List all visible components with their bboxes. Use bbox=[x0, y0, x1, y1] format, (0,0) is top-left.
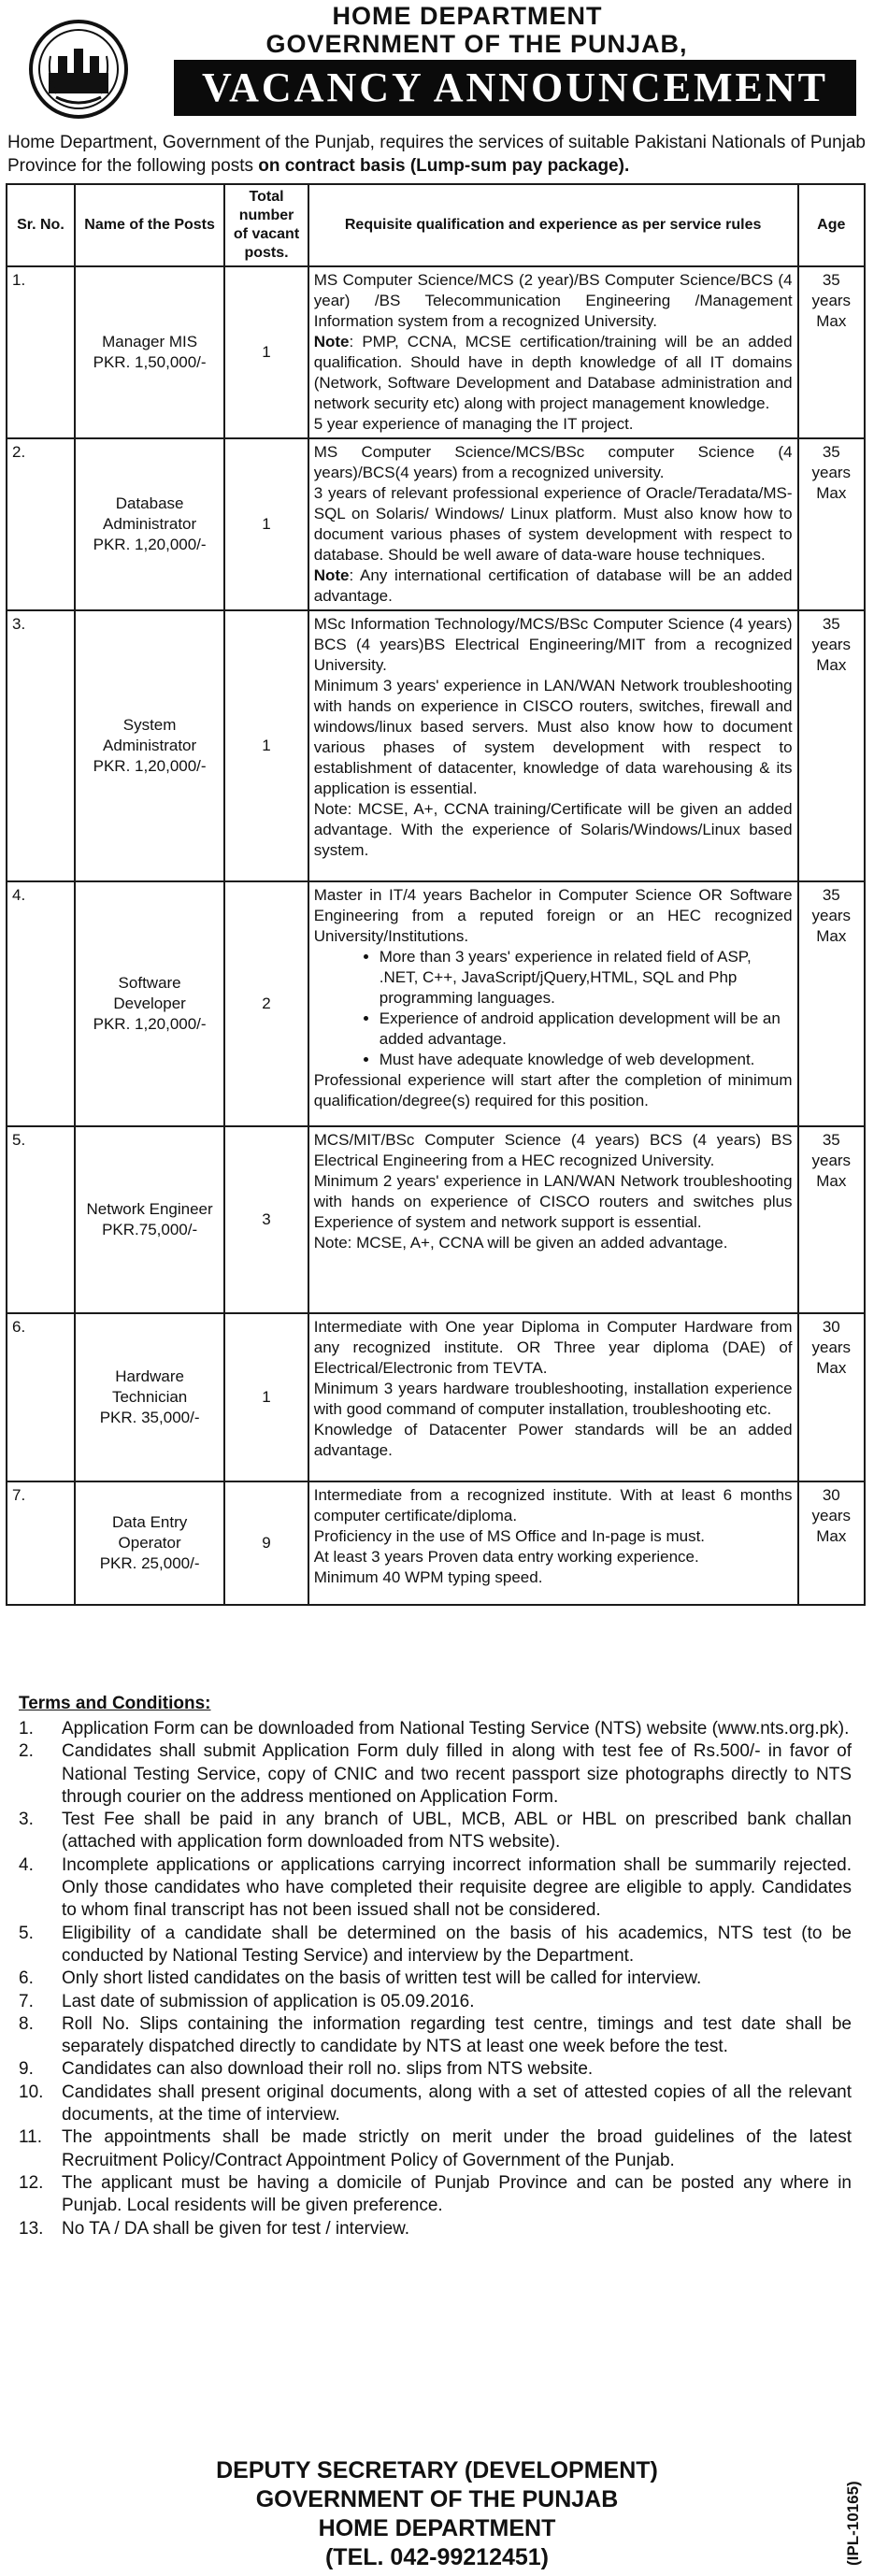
item-text: Test Fee shall be paid in any branch of UBL, MCB, ABL or HBL on prescribed bank challan (attached with application form downloaded from NTS website). bbox=[62, 1810, 852, 1853]
sr-cell: 4. bbox=[7, 881, 75, 1126]
intro-paragraph bbox=[7, 131, 866, 178]
sr-cell: 2. bbox=[7, 438, 75, 610]
vacancy-count: 3 bbox=[224, 1126, 308, 1313]
item-number: 10. bbox=[19, 2082, 44, 2102]
req-line: Intermediate from a recognized institute. With at least 6 months computer certificate/diploma. bbox=[313, 1486, 793, 1524]
vacancy-count: 1 bbox=[224, 266, 308, 438]
req-line: Proficiency in the use of MS Office and In-page is must. bbox=[313, 1527, 706, 1545]
item-text: Candidates shall submit Application Form duly filled in along with test fee of Rs.500/- in favor of National Testing Service, copy of CNIC and two recent passport size photographs directly to NTS through courier on the address mentioned on Application Form. bbox=[62, 1741, 852, 1807]
age-cell bbox=[798, 1481, 865, 1605]
item-text: The appointments shall be made strictly on merit under the broad guidelines of the latest Recruitment Policy/Contract Appointment Policy of Government of the Punjab. bbox=[62, 2127, 852, 2170]
list-item bbox=[6, 2172, 852, 2218]
post-cell bbox=[75, 1481, 224, 1605]
req-line: Minimum 3 years' experience in LAN/WAN Network troubleshooting with hands on experience in CISCO routers, switches, firewall and windows/linux based servers. Must also know how to document various phases of system development with respect to establishment of datacenter, knowledge of data warehousing & its application is essential. bbox=[313, 677, 793, 797]
item-number: 2. bbox=[19, 1741, 34, 1762]
vacancy-count: 1 bbox=[224, 438, 308, 610]
vacancy-count: 1 bbox=[224, 610, 308, 881]
ipl-code bbox=[839, 2468, 867, 2570]
signatory-govt: GOVERNMENT OF THE PUNJAB bbox=[255, 2486, 619, 2512]
item-number: 12. bbox=[19, 2172, 44, 2193]
age-unit: years bbox=[811, 907, 852, 924]
age-value: 35 bbox=[822, 443, 840, 461]
signatory-title: DEPUTY SECRETARY (DEVELOPMENT) bbox=[216, 2457, 658, 2483]
punjab-emblem-icon bbox=[28, 19, 129, 120]
item-text: No TA / DA shall be given for test / interview. bbox=[62, 2218, 410, 2239]
req-line: 3 years of relevant professional experience of Oracle/Teradata/MS-SQL on Solaris/ Windows/ Linux platform. Must also know how to document various phases of system development with respect to database. Should be well aware of data-ware house techniques. bbox=[313, 484, 793, 564]
item-number: 6. bbox=[19, 1968, 34, 1989]
post-pay: PKR.75,000/- bbox=[102, 1221, 198, 1238]
req-line: Minimum 40 WPM typing speed. bbox=[313, 1568, 543, 1586]
list-item bbox=[6, 2126, 852, 2172]
note-label: Note bbox=[313, 566, 350, 584]
terms-list bbox=[6, 1718, 852, 2240]
requirements-cell bbox=[308, 1481, 798, 1605]
age-unit: years bbox=[811, 1152, 852, 1169]
req-line bbox=[314, 565, 793, 607]
item-text: The applicant must be having a domicile of Punjab Province and can be posted any where in Punjab. Local residents will be given preference. bbox=[62, 2172, 852, 2216]
table-row bbox=[7, 438, 865, 610]
note-text: : Any international certification of database will be an added advantage. bbox=[313, 566, 793, 605]
note-text: : PMP, CCNA, MCSE certification/training will be an added qualification. Should have in depth knowledge of all IT domains (Network, Software Development and Database administration and network security etc) along with project management knowledge. bbox=[313, 333, 793, 412]
sr-cell: 7. bbox=[7, 1481, 75, 1605]
age-value: 35 bbox=[822, 615, 840, 633]
post-name: System Administrator bbox=[103, 716, 197, 754]
item-text: Application Form can be downloaded from National Testing Service (NTS) website (www.nts.org.pk). bbox=[62, 1719, 850, 1739]
post-pay: PKR. 1,50,000/- bbox=[93, 353, 207, 371]
post-name: Network Engineer bbox=[86, 1200, 213, 1218]
requirements-cell bbox=[308, 1313, 798, 1481]
table-row bbox=[7, 1313, 865, 1481]
age-max: Max bbox=[816, 484, 847, 502]
req-line: Note: MCSE, A+, CCNA training/Certificate will be given an added advantage. With the experience of Solaris/Windows/Linux based system. bbox=[313, 800, 793, 859]
government-title: GOVERNMENT OF THE PUNJAB, bbox=[265, 30, 688, 58]
req-line: 5 year experience of managing the IT project. bbox=[313, 415, 634, 433]
vacancy-count: 2 bbox=[224, 881, 308, 1126]
header-age: Age bbox=[798, 184, 865, 266]
list-item bbox=[6, 2218, 852, 2240]
list-item bbox=[6, 2013, 852, 2059]
item-number: 3. bbox=[19, 1810, 34, 1830]
header bbox=[0, 0, 874, 136]
req-line: MSc Information Technology/MCS/BSc Computer Science (4 years) BCS (4 years)BS Electrical Engineering/MIT from a recognized University. bbox=[313, 615, 793, 674]
item-number: 9. bbox=[19, 2059, 34, 2080]
item-text: Eligibility of a candidate shall be determined on the basis of his academics, NTS test (to be conducted by National Testing Service) and interview by the Department. bbox=[62, 1923, 852, 1966]
sr-cell: 3. bbox=[7, 610, 75, 881]
terms-title: Terms and Conditions: bbox=[19, 1694, 211, 1713]
vacancy-banner: VACANCY ANNOUNCEMENT bbox=[174, 60, 856, 116]
post-cell bbox=[75, 881, 224, 1126]
vacancy-table bbox=[6, 183, 866, 1606]
age-value: 35 bbox=[822, 886, 840, 904]
post-pay: PKR. 1,20,000/- bbox=[93, 757, 207, 775]
item-number: 5. bbox=[19, 1923, 34, 1943]
table-row bbox=[7, 1126, 865, 1313]
item-number: 1. bbox=[19, 1719, 34, 1739]
post-pay: PKR. 25,000/- bbox=[99, 1554, 200, 1572]
list-item bbox=[6, 1968, 852, 1990]
age-max: Max bbox=[816, 927, 847, 945]
list-item bbox=[6, 1991, 852, 2013]
post-name: Data Entry Operator bbox=[111, 1513, 188, 1552]
age-max: Max bbox=[816, 1359, 847, 1377]
intro-text: Home Department, Government of the Punjab, requires the services of suitable Pakistani Nationals of Punjab Province for the following posts bbox=[7, 133, 866, 176]
list-item bbox=[6, 1923, 852, 1968]
bullet-item: • More than 3 years' experience in related field of ASP, .NET, C++, JavaScript/jQuery,HTML, SQL and Php programming languages. bbox=[380, 947, 793, 1009]
age-cell bbox=[798, 1313, 865, 1481]
item-number: 7. bbox=[19, 1991, 34, 2011]
item-number: 4. bbox=[19, 1854, 34, 1875]
age-value: 30 bbox=[822, 1486, 840, 1504]
item-text: Only short listed candidates on the basis of written test will be called for interview. bbox=[62, 1968, 702, 1989]
age-max: Max bbox=[816, 312, 847, 330]
department-title: HOME DEPARTMENT bbox=[332, 2, 603, 30]
req-line: At least 3 years Proven data entry working experience. bbox=[313, 1548, 699, 1566]
age-cell bbox=[798, 438, 865, 610]
age-cell bbox=[798, 1126, 865, 1313]
requirements-cell bbox=[308, 1126, 798, 1313]
req-line: Minimum 2 years' experience in LAN/WAN Network troubleshooting with hands on experience of CISCO routers and switches plus Experience of system and network support is essential. bbox=[313, 1172, 793, 1231]
requirements-cell bbox=[308, 438, 798, 610]
req-line: Note: MCSE, A+, CCNA will be given an added advantage. bbox=[313, 1234, 728, 1252]
req-line: Minimum 3 years hardware troubleshooting, installation experience with good command of computer installation, troubleshooting etc. bbox=[313, 1380, 793, 1418]
item-text: Candidates shall present original documents, along with a set of attested copies of all the relevant documents, at the time of interview. bbox=[62, 2082, 852, 2125]
post-cell bbox=[75, 266, 224, 438]
bullet-item: • Experience of android application development will be an added advantage. bbox=[380, 1009, 793, 1050]
ipl-code-text: (IPL-10165) bbox=[844, 2481, 862, 2566]
list-item bbox=[6, 1809, 852, 1854]
table-row bbox=[7, 266, 865, 438]
age-unit: years bbox=[811, 1507, 852, 1524]
table-row bbox=[7, 881, 865, 1126]
bullet-item: • Must have adequate knowledge of web development. bbox=[380, 1050, 793, 1070]
item-text: Roll No. Slips containing the information regarding test centre, timings and test date shall be separately dispatched directly to candidate by NTS at least one week before the test. bbox=[62, 2013, 852, 2057]
requirements-cell bbox=[308, 881, 798, 1126]
list-item bbox=[6, 1854, 852, 1923]
age-value: 35 bbox=[822, 271, 840, 289]
item-number: 11. bbox=[19, 2127, 43, 2148]
sr-cell: 5. bbox=[7, 1126, 75, 1313]
req-line: MS Computer Science/MCS/BSc computer Science (4 years)/BCS(4 years) from a recognized university. bbox=[313, 443, 793, 481]
sr-cell: 1. bbox=[7, 266, 75, 438]
post-pay: PKR. 1,20,000/- bbox=[93, 536, 207, 553]
requirements-cell bbox=[308, 610, 798, 881]
age-unit: years bbox=[811, 292, 852, 309]
post-pay: PKR. 1,20,000/- bbox=[93, 1015, 207, 1033]
post-name: Hardware Technician bbox=[111, 1367, 188, 1406]
age-max: Max bbox=[816, 656, 847, 674]
list-item bbox=[6, 1740, 852, 1809]
req-line: Intermediate with One year Diploma in Computer Hardware from any recognized institute. OR Three year diploma (DAE) of Electrical/Electronic from TEVTA. bbox=[313, 1318, 793, 1377]
table-row bbox=[7, 610, 865, 881]
req-line: MCS/MIT/BSc Computer Science (4 years) BCS (4 years) BS Electrical Engineering from a HEC recognized University. bbox=[313, 1131, 793, 1169]
vacancy-count: 9 bbox=[224, 1481, 308, 1605]
age-cell bbox=[798, 266, 865, 438]
age-max: Max bbox=[816, 1527, 847, 1545]
item-text: Incomplete applications or applications carrying incorrect information shall be summarily rejected. Only those candidates who have completed their requisite degree are eligible to apply. Candidates to whom final transcript has not been issued shall not be considered. bbox=[62, 1854, 852, 1921]
req-line: MS Computer Science/MCS (2 year)/BS Computer Science/BCS (4 year) /BS Telecommunication Engineering /Management Information system from a recognized University. bbox=[313, 271, 793, 330]
post-name: Software Developer bbox=[113, 974, 186, 1012]
post-cell bbox=[75, 1313, 224, 1481]
req-line: Professional experience will start after the completion of minimum qualification/degree(s) required for this position. bbox=[313, 1071, 793, 1109]
note-label: Note bbox=[313, 333, 350, 351]
post-cell bbox=[75, 610, 224, 881]
age-max: Max bbox=[816, 1172, 847, 1190]
post-cell bbox=[75, 438, 224, 610]
post-name: Manager MIS bbox=[102, 333, 198, 351]
item-text: Last date of submission of application is 05.09.2016. bbox=[62, 1991, 475, 2011]
table-header-row bbox=[7, 184, 865, 266]
table-row bbox=[7, 1481, 865, 1605]
item-number: 8. bbox=[19, 2013, 34, 2034]
req-line: Knowledge of Datacenter Power standards will be an added advantage. bbox=[313, 1421, 793, 1459]
age-value: 30 bbox=[822, 1318, 840, 1336]
intro-bold: on contract basis (Lump-sum pay package). bbox=[258, 156, 630, 176]
req-line bbox=[314, 332, 793, 414]
item-number: 13. bbox=[19, 2218, 44, 2239]
req-line: Master in IT/4 years Bachelor in Computer Science OR Software Engineering from a reputed foreign or an HEC recognized University/Institutions. bbox=[313, 886, 793, 945]
age-unit: years bbox=[811, 636, 852, 653]
list-item bbox=[6, 1718, 852, 1740]
signatory-dept: HOME DEPARTMENT bbox=[318, 2515, 556, 2541]
header-req: Requisite qualification and experience as per service rules bbox=[308, 184, 798, 266]
requirements-cell bbox=[308, 266, 798, 438]
post-name: Database Administrator bbox=[103, 494, 197, 533]
post-cell bbox=[75, 1126, 224, 1313]
header-sr: Sr. No. bbox=[7, 184, 75, 266]
age-cell bbox=[798, 881, 865, 1126]
age-unit: years bbox=[811, 1338, 852, 1356]
age-cell bbox=[798, 610, 865, 881]
age-unit: years bbox=[811, 464, 852, 481]
list-item bbox=[6, 2082, 852, 2127]
req-bullets bbox=[314, 947, 793, 1070]
header-num: Total number of vacant posts. bbox=[224, 184, 308, 266]
vacancy-count: 1 bbox=[224, 1313, 308, 1481]
signature-block bbox=[0, 2456, 874, 2572]
item-text: Candidates can also download their roll no. slips from NTS website. bbox=[62, 2059, 594, 2080]
age-value: 35 bbox=[822, 1131, 840, 1149]
header-name: Name of the Posts bbox=[75, 184, 224, 266]
signatory-phone: (TEL. 042-99212451) bbox=[324, 2544, 550, 2570]
list-item bbox=[6, 2058, 852, 2081]
post-pay: PKR. 35,000/- bbox=[99, 1409, 200, 1426]
sr-cell: 6. bbox=[7, 1313, 75, 1481]
